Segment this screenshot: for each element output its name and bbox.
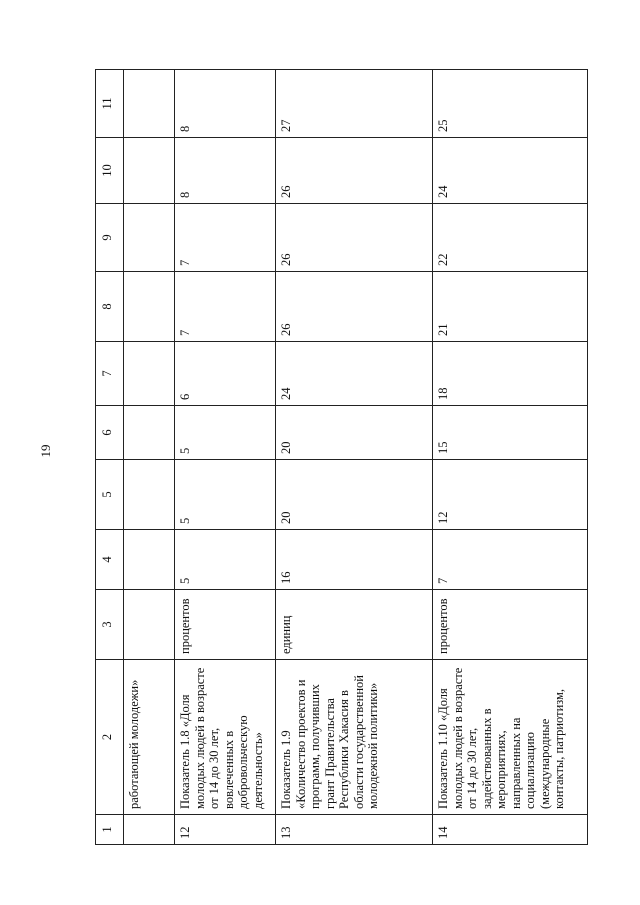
table-cell: 21 — [433, 272, 588, 342]
table-cell: 12 — [433, 460, 588, 530]
table-cell: 6 — [175, 342, 276, 406]
table-cell — [124, 138, 175, 204]
table-cell: 8 — [175, 70, 276, 138]
table-cell: 18 — [433, 342, 588, 406]
header-cell: 3 — [96, 590, 124, 660]
table-cell: 22 — [433, 204, 588, 272]
table-cell: Показатель 1.9 «Количество проектов и программ, получивших грант Правительства Республики Хакасия в области государственной молодежной политики» — [276, 660, 433, 815]
table-cell: 8 — [175, 138, 276, 204]
table-cell — [124, 272, 175, 342]
header-cell: 6 — [96, 406, 124, 460]
table-cell: процентов — [433, 590, 588, 660]
table-cell — [124, 406, 175, 460]
table-cell: 5 — [175, 406, 276, 460]
header-cell: 1 — [96, 815, 124, 845]
table-cell: единиц — [276, 590, 433, 660]
header-cell: 4 — [96, 530, 124, 590]
table-cell: 27 — [276, 70, 433, 138]
header-cell: 8 — [96, 272, 124, 342]
table-cell — [124, 204, 175, 272]
header-cell: 7 — [96, 342, 124, 406]
header-cell: 9 — [96, 204, 124, 272]
table-cell: Показатель 1.8 «Доля молодых людей в возрасте от 14 до 30 лет, вовлеченных в добровольческую деятельность» — [175, 660, 276, 815]
table-cell — [124, 342, 175, 406]
table-cell: 26 — [276, 272, 433, 342]
indicators-table — [95, 69, 588, 845]
table-cell: 24 — [276, 342, 433, 406]
table-cell: 24 — [433, 138, 588, 204]
table-cell: 26 — [276, 204, 433, 272]
table-cell: 7 — [175, 204, 276, 272]
table-cell: 20 — [276, 406, 433, 460]
table-row — [124, 70, 175, 845]
table-cell: 15 — [433, 406, 588, 460]
table-cell — [124, 590, 175, 660]
page-number: 19 — [38, 444, 53, 458]
table-cell: 5 — [175, 460, 276, 530]
rotated-table-container — [95, 70, 585, 845]
table-cell — [124, 70, 175, 138]
header-cell: 5 — [96, 460, 124, 530]
table-cell — [124, 460, 175, 530]
table-cell: 16 — [276, 530, 433, 590]
header-row — [96, 70, 124, 845]
header-cell: 10 — [96, 138, 124, 204]
table-cell: 14 — [433, 815, 588, 845]
header-cell: 11 — [96, 70, 124, 138]
table-cell: 25 — [433, 70, 588, 138]
table-cell: 26 — [276, 138, 433, 204]
table-cell: 12 — [175, 815, 276, 845]
table-row — [175, 70, 276, 845]
table-cell: 7 — [175, 272, 276, 342]
table-cell: 5 — [175, 530, 276, 590]
table-cell — [124, 530, 175, 590]
header-cell: 2 — [96, 660, 124, 815]
table-row — [276, 70, 433, 845]
table-cell: 20 — [276, 460, 433, 530]
table-cell: 13 — [276, 815, 433, 845]
table-row — [433, 70, 588, 845]
table-cell — [124, 815, 175, 845]
table-cell: 7 — [433, 530, 588, 590]
table-cell: Показатель 1.10 «Доля молодых людей в возрасте от 14 до 30 лет, задействованных в мероприятиях, направленных на социализацию (международные контакты, патриотизм, — [433, 660, 588, 815]
table-cell: работающей молодежи» — [124, 660, 175, 815]
table-cell: процентов — [175, 590, 276, 660]
